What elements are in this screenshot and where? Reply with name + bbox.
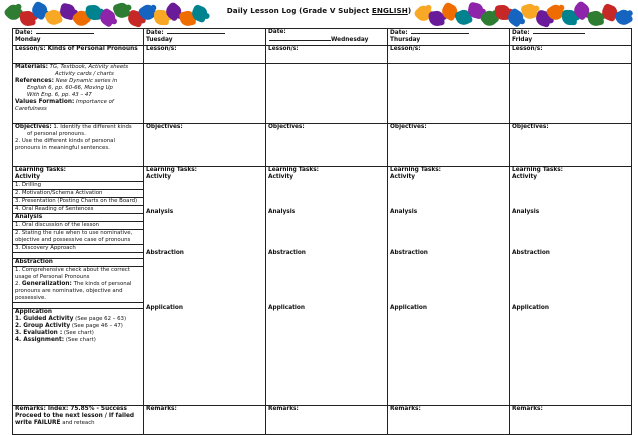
date-label: Date: [15, 30, 33, 36]
learning-tasks-cell-friday [510, 167, 632, 406]
analysis-label: Analysis [390, 209, 418, 215]
objectives-label: Objectives: [512, 124, 549, 130]
application-item-value: (See chart) [63, 330, 94, 336]
page-header [0, 0, 638, 28]
date-blank [533, 29, 585, 34]
lesson-cell-thursday [388, 46, 510, 64]
lesson-cell-friday [510, 46, 632, 64]
objective-1: 1. Identify the different kinds [53, 124, 132, 130]
objectives-label: Objectives: [390, 124, 427, 130]
date-blank [167, 29, 225, 34]
materials-row [13, 64, 632, 124]
spacer [512, 257, 629, 305]
analysis-label: Analysis [512, 209, 540, 215]
materials-value: TG, Textbook, Activity sheets [49, 64, 129, 70]
application-item-value: (See page 62 – 63) [75, 316, 127, 322]
application-item-label: 4. Assignment: [15, 337, 65, 343]
lesson-cell-tuesday [144, 46, 266, 64]
date-label: Date: [512, 30, 530, 36]
remarks-row [13, 406, 632, 435]
materials-cell-tuesday [144, 64, 266, 124]
lesson-label: Lesson/s: [146, 46, 177, 52]
date-label: Date: [146, 30, 164, 36]
analysis-item: 2. Stating the rule when to use nominative, objective and possessive case of pronouns [13, 229, 143, 244]
remarks-cell-monday [13, 406, 144, 435]
objectives-label: Objectives: [268, 124, 305, 130]
abstraction-label: Abstraction [13, 258, 143, 266]
puzzle-pieces-decoration-right [416, 2, 634, 26]
application-label: Application [13, 308, 143, 316]
learning-tasks-label: Learning Tasks: [146, 167, 197, 173]
values-value: Importance of [76, 99, 114, 105]
analysis-label: Analysis [13, 213, 143, 221]
remarks-value: Index: 75.85% - Success [47, 406, 127, 412]
analysis-item: 1. Oral discussion of the lesson [13, 221, 143, 229]
activity-label: Activity [268, 174, 293, 180]
puzzle-pieces-decoration-left [6, 2, 206, 26]
learning-tasks-label: Learning Tasks: [15, 167, 66, 173]
activity-label: Activity [390, 174, 415, 180]
references-line-3: With Eng. 6, pp. 43 – 47 [27, 92, 92, 98]
page-title [212, 6, 426, 15]
objectives-cell-friday [510, 124, 632, 167]
remarks-label: Remarks: [146, 406, 177, 412]
date-blank [36, 29, 94, 34]
activity-label: Activity [146, 174, 171, 180]
materials-value-2: Activity cards / charts [55, 71, 114, 77]
references-value: New Dynamic series in [55, 78, 118, 84]
title-suffix: ) [407, 6, 412, 15]
lesson-label: Lesson/s: [390, 46, 421, 52]
day-label: Friday [512, 37, 533, 43]
remarks-cell-friday [510, 406, 632, 435]
spacer [146, 257, 263, 305]
date-cell-thursday [388, 29, 510, 46]
references-line-2: English 6, pp. 60-66, Moving Up [27, 85, 113, 91]
activity-label: Activity [15, 174, 40, 180]
date-blank [411, 29, 469, 34]
application-item-value: (See chart) [65, 337, 96, 343]
materials-cell-friday [510, 64, 632, 124]
activity-item: 4. Oral Reading of Sentences [13, 205, 143, 213]
spacer [390, 216, 507, 250]
activity-label: Activity [512, 174, 537, 180]
objectives-cell-wednesday [266, 124, 388, 167]
day-label: Tuesday [146, 37, 173, 43]
date-row [13, 29, 632, 46]
spacer [268, 181, 385, 209]
spacer [146, 181, 263, 209]
spacer [512, 216, 629, 250]
lesson-label: Lesson/s: [512, 46, 543, 52]
remarks-label: Remarks: [390, 406, 421, 412]
objective-2: 2. Use the different kinds of personal pronouns in meaningful sentences. [15, 138, 115, 151]
remarks-cell-tuesday [144, 406, 266, 435]
lesson-row [13, 46, 632, 64]
spacer [390, 181, 507, 209]
remarks-label: Remarks: [512, 406, 543, 412]
day-label: Thursday [390, 37, 421, 43]
objective-1-continued: of personal pronouns. [27, 131, 86, 137]
materials-cell-thursday [388, 64, 510, 124]
learning-tasks-cell-monday [13, 167, 144, 406]
spacer [390, 257, 507, 305]
date-cell-tuesday [144, 29, 266, 46]
proceed-note: Proceed to the next lesson / If failed write FAILURE [15, 413, 135, 426]
learning-tasks-cell-thursday [388, 167, 510, 406]
learning-tasks-label: Learning Tasks: [268, 167, 319, 173]
day-label: Monday [15, 37, 41, 43]
values-label: Values Formation: [15, 99, 75, 105]
objectives-cell-thursday [388, 124, 510, 167]
analysis-label: Analysis [268, 209, 296, 215]
learning-tasks-cell-wednesday [266, 167, 388, 406]
lesson-label: Lesson/s: [268, 46, 299, 52]
date-blank [269, 36, 331, 41]
spacer [146, 216, 263, 250]
spacer [512, 181, 629, 209]
lesson-log-table [12, 28, 632, 435]
abstraction-label: Abstraction [512, 250, 550, 256]
application-item-label: 1. Guided Activity [15, 316, 74, 322]
date-cell-friday [510, 29, 632, 46]
objectives-row [13, 124, 632, 167]
learning-tasks-label: Learning Tasks: [512, 167, 563, 173]
objectives-cell-monday [13, 124, 144, 167]
date-label: Date: [268, 29, 286, 35]
proceed-note-tail: and reteach [62, 420, 95, 426]
activity-item: 1. Drilling [13, 181, 143, 189]
abstraction-label: Abstraction [268, 250, 306, 256]
title-prefix: Daily Lesson Log (Grade V Subject [226, 6, 372, 15]
analysis-label: Analysis [146, 209, 174, 215]
spacer [268, 216, 385, 250]
objectives-cell-tuesday [144, 124, 266, 167]
materials-label: Materials: [15, 64, 48, 70]
abstraction-item: 1. Comprehensive check about the correct usage of Personal Pronouns [13, 266, 143, 281]
remarks-label: Remarks: [15, 406, 46, 412]
learning-tasks-row [13, 167, 632, 406]
lesson-cell-wednesday [266, 46, 388, 64]
remarks-label: Remarks: [268, 406, 299, 412]
application-label: Application [268, 305, 305, 311]
lesson-cell-monday [13, 46, 144, 64]
remarks-cell-thursday [388, 406, 510, 435]
activity-item: 3. Presentation (Posting Charts on the Board) [13, 197, 143, 205]
abstraction-label: Abstraction [390, 250, 428, 256]
learning-tasks-cell-tuesday [144, 167, 266, 406]
generalization-number: 2. [15, 281, 21, 287]
references-label: References: [15, 78, 54, 84]
generalization-label: Generalization: [21, 281, 72, 287]
materials-cell-wednesday [266, 64, 388, 124]
activity-item: 2. Motivation/Schema Activation [13, 189, 143, 197]
learning-tasks-label: Learning Tasks: [390, 167, 441, 173]
remarks-cell-wednesday [266, 406, 388, 435]
title-subject: ENGLISH [371, 6, 408, 15]
materials-cell-monday [13, 64, 144, 124]
day-label: Wednesday [331, 37, 369, 43]
lesson-value: Kinds of Personal Pronouns [47, 46, 138, 52]
application-item-value: (See page 46 – 47) [71, 323, 123, 329]
abstraction-label: Abstraction [146, 250, 184, 256]
application-item-label: 3. Evaluation : [15, 330, 63, 336]
lesson-label: Lesson/s: [15, 46, 46, 52]
objectives-label: Objectives: [146, 124, 183, 130]
date-cell-monday [13, 29, 144, 46]
application-label: Application [512, 305, 549, 311]
values-line-2: Carefulness [15, 106, 47, 112]
application-label: Application [390, 305, 427, 311]
date-cell-wednesday [266, 29, 388, 46]
spacer [268, 257, 385, 305]
application-item-label: 2. Group Activity [15, 323, 71, 329]
generalization-value: The kinds of personal pronouns are nominative, objective and possessive. [15, 281, 132, 301]
date-label: Date: [390, 30, 408, 36]
objectives-label: Objectives: [15, 124, 52, 130]
analysis-item: 3. Discovery Approach [13, 244, 143, 252]
application-label: Application [146, 305, 183, 311]
